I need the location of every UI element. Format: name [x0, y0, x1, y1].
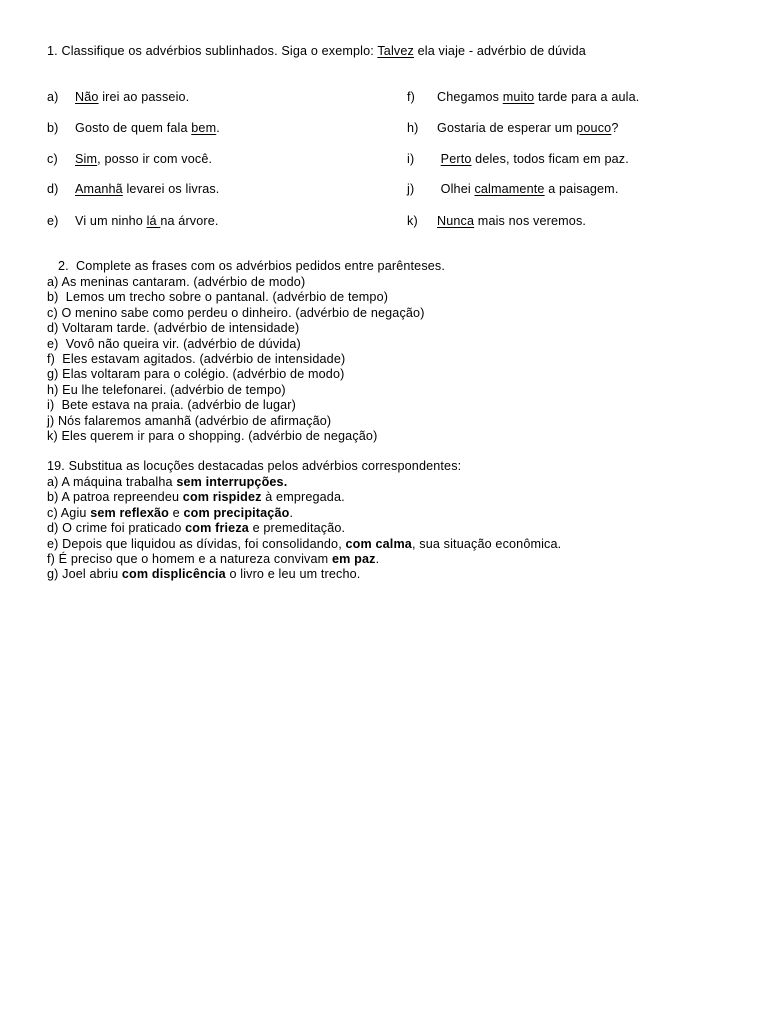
- item-text-after: levarei os livras.: [122, 182, 220, 196]
- highlighted-phrase: em paz: [331, 552, 376, 566]
- exercise-19-item: [47, 552, 379, 567]
- exercise-2-heading: 2. Complete as frases com os advérbios pedidos entre parênteses.: [47, 259, 446, 273]
- underlined-adverb: lá: [146, 214, 161, 228]
- item-marker: c): [47, 152, 58, 166]
- exercise-1-item: [47, 152, 212, 167]
- exercise-19-heading: 19. Substitua as locuções destacadas pelos advérbios correspondentes:: [47, 459, 462, 473]
- item-text: e) Depois que liquidou as dívidas, foi consolidando,: [47, 536, 346, 551]
- exercise-2-item: a) As meninas cantaram. (advérbio de modo): [47, 275, 306, 289]
- exercise-1-item: [407, 214, 586, 229]
- exercise-1-heading: [47, 44, 586, 59]
- exercise-1-item: [407, 152, 629, 167]
- exercise-2-item: i) Bete estava na praia. (advérbio de lugar): [47, 398, 296, 413]
- exercise-2-item: e) Vovô não queira vir. (advérbio de dúvida): [47, 336, 301, 351]
- highlighted-phrase: com displicência: [121, 567, 226, 582]
- underlined-adverb: bem: [191, 121, 217, 135]
- item-text: d) O crime foi praticado: [47, 521, 186, 536]
- item-text: o livro e leu um trecho.: [225, 567, 361, 582]
- item-text-after: a paisagem.: [544, 182, 619, 196]
- underlined-adverb: Não: [75, 90, 99, 104]
- item-marker: f): [407, 90, 415, 104]
- exercise-2-item: c) O menino sabe como perdeu o dinheiro. (advérbio de negação): [47, 305, 425, 320]
- item-marker: e): [47, 214, 59, 228]
- item-text-after: mais nos veremos.: [474, 214, 587, 228]
- highlighted-phrase: com calma: [345, 536, 412, 551]
- item-text: g) Joel abriu: [47, 567, 122, 582]
- exercise-19-item: [47, 490, 345, 505]
- item-text: a) A máquina trabalha: [47, 475, 177, 489]
- highlighted-phrase: com frieza: [185, 521, 249, 536]
- exercise-19-item: [47, 506, 293, 521]
- exercise-1-item: [47, 90, 189, 105]
- item-text-before: Olhei: [437, 182, 475, 196]
- exercise-1-item: [407, 121, 618, 136]
- item-marker: j): [407, 182, 415, 196]
- item-text-before: Gosto de quem fala: [75, 121, 192, 135]
- item-text-after: tarde para a aula.: [534, 90, 640, 104]
- item-marker: i): [407, 152, 415, 166]
- exercise-2-item: b) Lemos um trecho sobre o pantanal. (advérbio de tempo): [47, 290, 389, 305]
- exercise-1-item: [47, 214, 219, 229]
- item-marker: b): [47, 121, 59, 135]
- heading-suffix: ela viaje - advérbio de dúvida: [413, 44, 586, 58]
- item-text-after: deles, todos ficam em paz.: [471, 152, 629, 166]
- item-marker: k): [407, 214, 418, 228]
- item-text: , sua situação econômica.: [411, 536, 562, 551]
- item-text-after: , posso ir com você.: [97, 152, 213, 166]
- exercise-19-item: [47, 567, 360, 582]
- item-text-after: ?: [611, 121, 619, 135]
- item-text-after: irei ao passeio.: [98, 90, 190, 104]
- exercise-1-item: [47, 182, 219, 197]
- item-text-before: Chegamos: [437, 90, 503, 104]
- exercise-1-item: [407, 182, 618, 197]
- exercise-2-item: k) Eles querem ir para o shopping. (advérbio de negação): [47, 429, 378, 443]
- item-text: e: [169, 505, 184, 520]
- item-text-after: .: [216, 121, 220, 135]
- item-text: c) Agiu: [47, 505, 91, 520]
- underlined-adverb: Perto: [440, 152, 472, 166]
- underlined-adverb: Amanhã: [75, 182, 123, 196]
- highlighted-phrase: sem reflexão: [90, 505, 170, 520]
- exercise-2-item: f) Eles estavam agitados. (advérbio de intensidade): [47, 352, 346, 366]
- exercise-2-item: g) Elas voltaram para o colégio. (advérbio de modo): [47, 367, 345, 382]
- highlighted-phrase: com rispidez: [182, 490, 262, 505]
- item-text: .: [289, 505, 294, 520]
- item-text: b) A patroa repreendeu: [47, 490, 183, 505]
- example-adverb: Talvez: [377, 44, 414, 58]
- exercise-1-item: [47, 121, 220, 136]
- highlighted-phrase: com precipitação: [183, 505, 290, 520]
- exercise-19-item: [47, 475, 287, 490]
- exercise-2-item: h) Eu lhe telefonarei. (advérbio de tempo): [47, 382, 286, 397]
- item-marker: h): [407, 121, 419, 135]
- underlined-adverb: Nunca: [437, 214, 475, 228]
- exercise-19-item: [47, 521, 345, 536]
- underlined-adverb: calmamente: [474, 182, 545, 196]
- highlighted-phrase: sem interrupções.: [176, 475, 288, 489]
- item-text: f) É preciso que o homem e a natureza convivam: [47, 552, 332, 566]
- underlined-adverb: Sim: [75, 152, 98, 166]
- underlined-adverb: muito: [502, 90, 535, 104]
- exercise-2-item: d) Voltaram tarde. (advérbio de intensidade): [47, 321, 300, 336]
- item-text: à empregada.: [261, 490, 345, 505]
- underlined-adverb: pouco: [576, 121, 612, 135]
- item-text: .: [375, 552, 380, 566]
- exercise-1-item: [407, 90, 639, 105]
- item-text-after: na árvore.: [160, 214, 219, 228]
- heading-prefix: 1. Classifique os advérbios sublinhados. Siga o exemplo:: [47, 44, 378, 58]
- exercise-2-item: j) Nós falaremos amanhã (advérbio de afirmação): [47, 413, 332, 428]
- item-text-before: Gostaria de esperar um: [437, 121, 577, 135]
- item-text: e premeditação.: [248, 521, 346, 536]
- exercise-19-item: [47, 537, 561, 552]
- item-marker: a): [47, 90, 59, 104]
- item-marker: d): [47, 182, 59, 196]
- item-text-before: Vi um ninho: [75, 214, 147, 228]
